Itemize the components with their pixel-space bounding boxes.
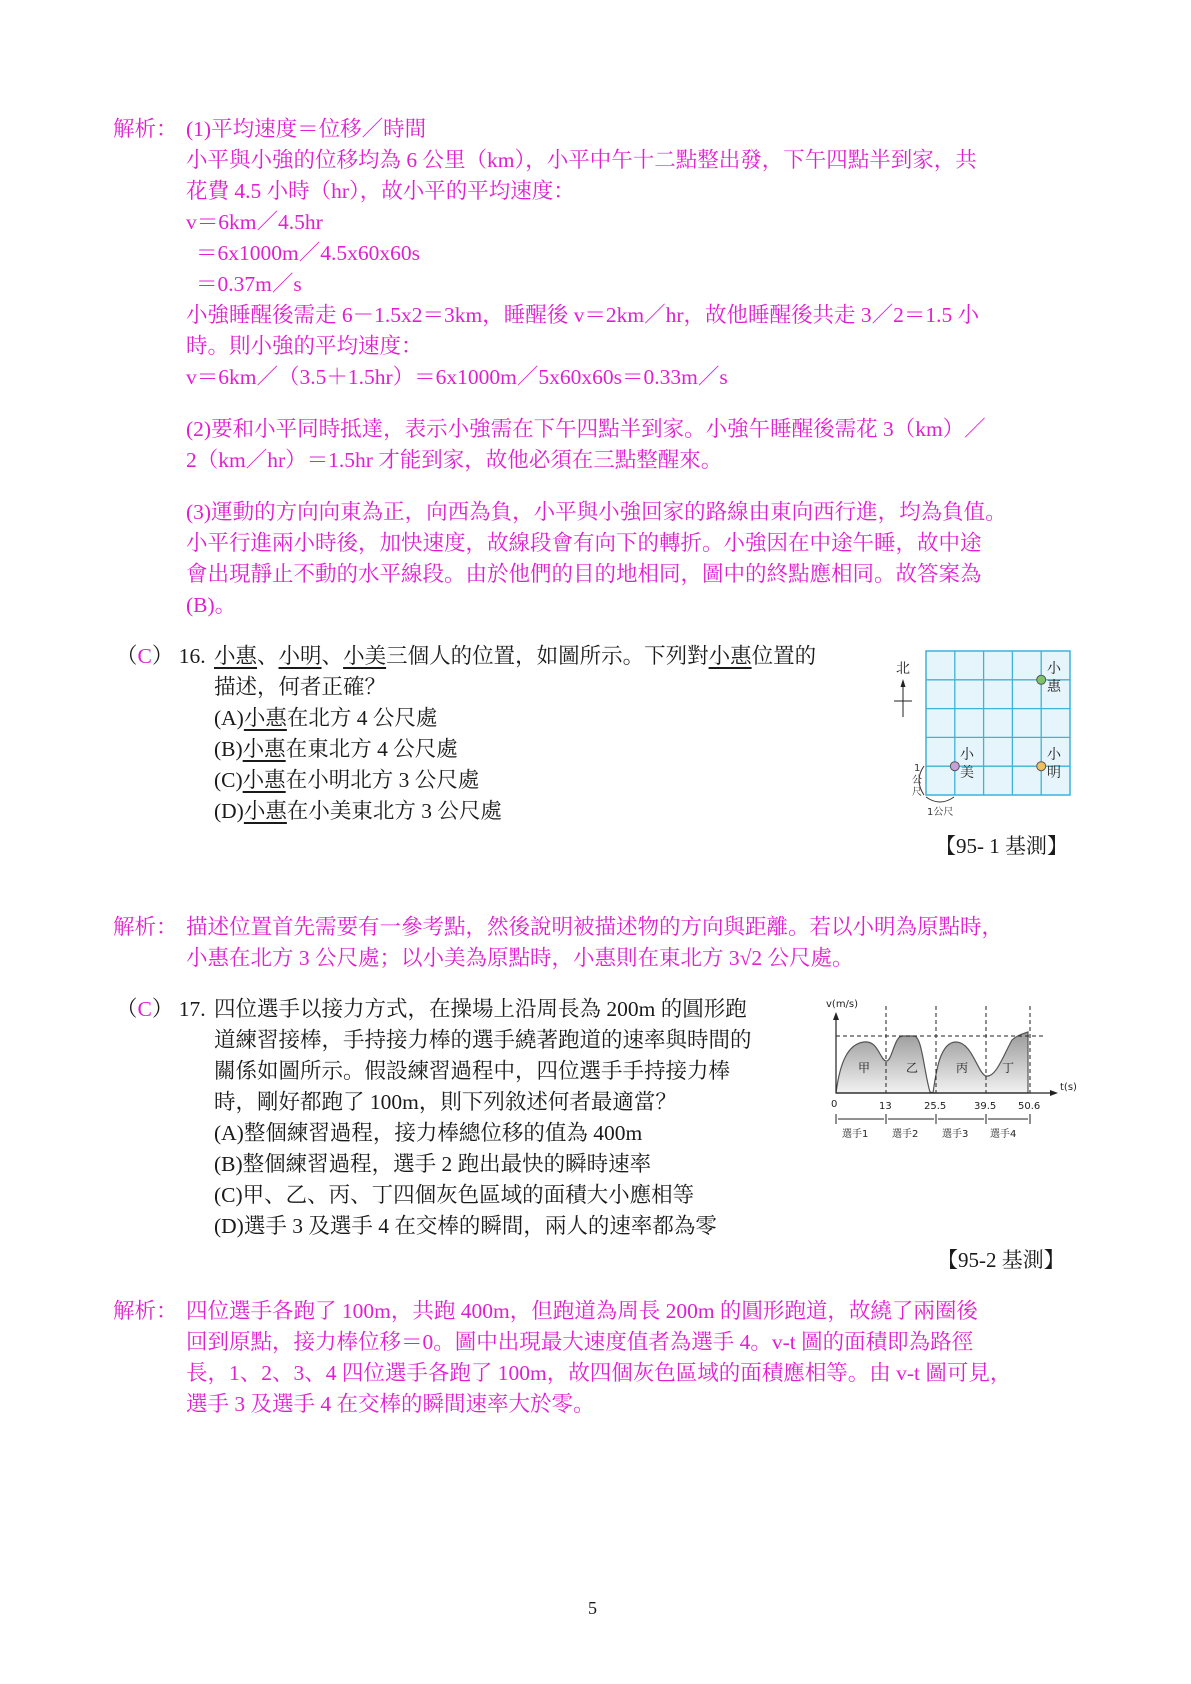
- person-marker-xiaoming: [1037, 762, 1046, 771]
- analysis-line: 小平行進兩小時後，加快速度，故線段會有向下的轉折。小強因在中途午睡，故中途: [186, 531, 982, 555]
- analysis-line: (B)。: [186, 593, 237, 617]
- svg-text:0: 0: [831, 1099, 838, 1110]
- answer-marker: （C） 16.: [116, 644, 206, 668]
- y-axis-label: v(m/s): [826, 999, 859, 1010]
- question-stem: 關係如圖所示。假設練習過程中，四位選手手持接力棒: [214, 1059, 731, 1083]
- position-grid-figure: [890, 645, 1085, 820]
- analysis-label: 解析：: [113, 1299, 178, 1323]
- svg-text:甲: 甲: [858, 1061, 871, 1075]
- option-d: (D)選手 3 及選手 4 在交棒的瞬間，兩人的速率都為零: [214, 1214, 717, 1238]
- analysis-line: 2（km／hr）＝1.5hr 才能到家，故他必須在三點整醒來。: [186, 448, 723, 472]
- source-tag: 【95-2 基測】: [937, 1248, 1065, 1272]
- analysis-line: ＝6x1000m／4.5x60x60s: [196, 241, 420, 265]
- option-d: (D)小惠在小美東北方 3 公尺處: [214, 799, 502, 823]
- analysis-line: v＝6km／4.5hr: [186, 210, 323, 234]
- analysis-line: 時。則小強的平均速度：: [186, 334, 423, 358]
- svg-text:小: 小: [960, 747, 974, 763]
- north-label: 北: [896, 661, 910, 677]
- svg-text:小: 小: [1047, 661, 1061, 677]
- option-a: (A)整個練習過程，接力棒總位移的值為 400m: [214, 1121, 643, 1145]
- svg-text:選手1: 選手1: [842, 1129, 869, 1140]
- question-number: 16.: [178, 644, 206, 668]
- svg-text:乙: 乙: [906, 1061, 919, 1075]
- analysis-line: 會出現靜止不動的水平線段。由於他們的目的地相同，圖中的終點應相同。故答案為: [186, 562, 982, 586]
- question-stem: 道練習接棒，手持接力棒的選手繞著跑道的速率與時間的: [214, 1028, 752, 1052]
- analysis-line: 四位選手各跑了 100m，共跑 400m，但跑道為周長 200m 的圓形跑道，故繞了兩圈後: [186, 1299, 978, 1323]
- option-a: (A)小惠在北方 4 公尺處: [214, 706, 438, 730]
- svg-text:小: 小: [1047, 747, 1061, 763]
- svg-text:公: 公: [912, 775, 922, 786]
- svg-text:丙: 丙: [956, 1061, 969, 1075]
- analysis-label: 解析：: [113, 915, 178, 939]
- svg-text:選手3: 選手3: [942, 1129, 969, 1140]
- analysis-line: (1)平均速度＝位移／時間: [186, 117, 427, 141]
- x-axis-arrow-icon: [1050, 1090, 1058, 1096]
- analysis-line: 長，1、2、3、4 四位選手各跑了 100m，故四個灰色區域的面積應相等。由 v-t 圖可見，: [186, 1361, 1012, 1385]
- page-number: 5: [588, 1598, 597, 1618]
- option-c: (C)小惠在小明北方 3 公尺處: [214, 768, 480, 792]
- svg-text:明: 明: [1047, 765, 1061, 781]
- analysis-line: 小平與小強的位移均為 6 公里（km），小平中午十二點整出發，下午四點半到家，共: [186, 148, 977, 172]
- answer-letter: C: [137, 644, 152, 668]
- y-axis-arrow-icon: [833, 1012, 839, 1020]
- answer-marker: （C） 17.: [116, 997, 206, 1021]
- north-arrow-icon: [901, 679, 906, 687]
- question-stem: 時，剛好都跑了 100m，則下列敘述何者最適當？: [214, 1090, 677, 1114]
- question-number: 17.: [178, 997, 206, 1021]
- analysis-line: 小惠在北方 3 公尺處；以小美為原點時，小惠則在東北方 3√2 公尺處。: [186, 946, 854, 970]
- person-marker-xiaohui: [1037, 675, 1046, 684]
- analysis-line: ＝0.37m／s: [196, 272, 302, 296]
- option-b: (B)小惠在東北方 4 公尺處: [214, 737, 458, 761]
- svg-text:美: 美: [960, 765, 974, 781]
- svg-text:25.5: 25.5: [924, 1101, 947, 1112]
- svg-text:1: 1: [914, 763, 921, 774]
- question-stem: 小惠、小明、小美三個人的位置，如圖所示。下列對小惠位置的: [214, 644, 817, 668]
- svg-text:惠: 惠: [1047, 679, 1061, 695]
- analysis-line: 小強睡醒後需走 6－1.5x2＝3km，睡醒後 v＝2km／hr，故他睡醒後共走 3／2＝1.5 小: [186, 303, 980, 327]
- answer-letter: C: [137, 997, 152, 1021]
- vt-graph-figure: [822, 992, 1087, 1147]
- x-axis-label: t(s): [1060, 1082, 1077, 1093]
- option-c: (C)甲、乙、丙、丁四個灰色區域的面積大小應相等: [214, 1183, 695, 1207]
- svg-text:13: 13: [879, 1101, 892, 1112]
- analysis-line: v＝6km／（3.5＋1.5hr）＝6x1000m／5x60x60s＝0.33m／s: [186, 365, 728, 389]
- source-tag: 【95- 1 基測】: [935, 834, 1068, 858]
- analysis-line: 選手 3 及選手 4 在交棒的瞬間速率大於零。: [186, 1392, 595, 1416]
- analysis-line: 描述位置首先需要有一參考點，然後說明被描述物的方向與距離。若以小明為原點時，: [186, 915, 1004, 939]
- svg-text:選手2: 選手2: [892, 1129, 919, 1140]
- svg-text:1公尺: 1公尺: [927, 807, 954, 818]
- question-stem: 四位選手以接力方式，在操場上沿周長為 200m 的圓形跑: [214, 997, 747, 1021]
- analysis-line: (3)運動的方向向東為正，向西為負，小平與小強回家的路線由東向西行進，均為負值。: [186, 500, 1007, 524]
- analysis-line: 回到原點，接力棒位移＝0。圖中出現最大速度值者為選手 4。v-t 圖的面積即為路徑: [186, 1330, 974, 1354]
- svg-text:選手4: 選手4: [990, 1129, 1017, 1140]
- svg-text:39.5: 39.5: [974, 1101, 997, 1112]
- analysis-label: 解析：: [113, 117, 178, 141]
- svg-text:尺: 尺: [912, 787, 922, 798]
- svg-text:丁: 丁: [1002, 1061, 1015, 1075]
- analysis-line: (2)要和小平同時抵達，表示小強需在下午四點半到家。小強午睡醒後需花 3（km）／: [186, 417, 986, 441]
- person-marker-xiaomei: [950, 762, 959, 771]
- svg-text:50.6: 50.6: [1018, 1101, 1041, 1112]
- analysis-line: 花費 4.5 小時（hr），故小平的平均速度：: [186, 179, 575, 203]
- option-b: (B)整個練習過程，選手 2 跑出最快的瞬時速率: [214, 1152, 652, 1176]
- question-stem-line2: 描述，何者正確？: [214, 675, 387, 699]
